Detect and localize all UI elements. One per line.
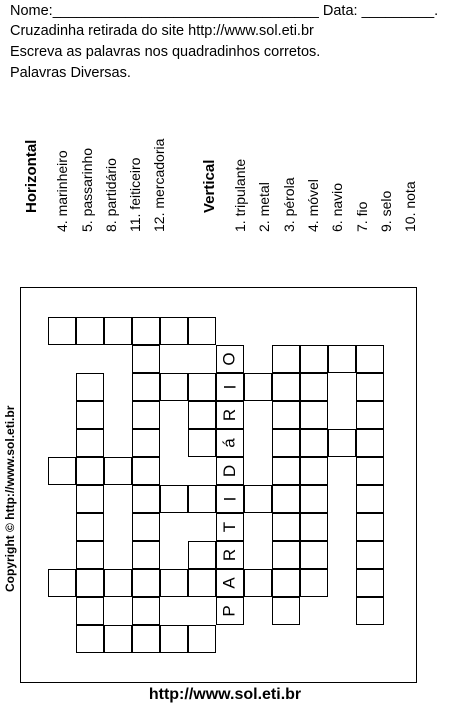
crossword-cell[interactable]: [48, 317, 76, 345]
crossword-cell[interactable]: [328, 429, 356, 457]
crossword-cell[interactable]: [188, 429, 216, 457]
crossword-cell[interactable]: [356, 485, 384, 513]
crossword-cell[interactable]: [272, 597, 300, 625]
crossword-letter-text: A: [220, 577, 239, 589]
crossword-cell[interactable]: [272, 541, 300, 569]
crossword-cell[interactable]: [356, 345, 384, 373]
crossword-cell[interactable]: [300, 429, 328, 457]
crossword-letter: [216, 373, 244, 401]
crossword-letter: [216, 485, 244, 513]
vertical-clue: 10. nota: [402, 181, 418, 232]
crossword-letter-text: R: [220, 548, 239, 562]
crossword-letter-text: á: [220, 438, 239, 448]
vertical-clue: 9. selo: [378, 190, 394, 232]
crossword-cell[interactable]: [272, 429, 300, 457]
crossword-cell[interactable]: [300, 457, 328, 485]
crossword-cell[interactable]: [76, 485, 104, 513]
vertical-title: Vertical: [201, 159, 218, 213]
horizontal-clue: 5. passarinho: [79, 147, 95, 232]
crossword-cell[interactable]: [188, 401, 216, 429]
crossword-letter: [216, 457, 244, 485]
crossword-cell[interactable]: [300, 569, 328, 597]
crossword-cell[interactable]: [132, 345, 160, 373]
horizontal-clue: 11. feiticeiro: [127, 157, 143, 232]
crossword-letter-text: I: [219, 384, 239, 390]
vertical-clue: 2. metal: [256, 182, 272, 232]
crossword-letter: [216, 597, 244, 625]
crossword-cell[interactable]: [300, 541, 328, 569]
crossword-cell[interactable]: [48, 457, 76, 485]
crossword-cell[interactable]: [132, 541, 160, 569]
crossword-cell[interactable]: [300, 345, 328, 373]
crossword-cell[interactable]: [300, 513, 328, 541]
crossword-cell[interactable]: [76, 401, 104, 429]
theme-line: Palavras Diversas.: [10, 65, 131, 81]
crossword-cell[interactable]: [356, 513, 384, 541]
crossword-letter: [216, 401, 244, 429]
crossword-cell[interactable]: [132, 625, 160, 653]
crossword-cell[interactable]: [160, 485, 188, 513]
crossword-cell[interactable]: [272, 457, 300, 485]
crossword-cell[interactable]: [188, 373, 216, 401]
vertical-clue: 7. fio: [354, 201, 370, 232]
crossword-cell[interactable]: [76, 625, 104, 653]
crossword-cell[interactable]: [272, 345, 300, 373]
crossword-cell[interactable]: [76, 597, 104, 625]
crossword-cell[interactable]: [272, 401, 300, 429]
crossword-cell[interactable]: [132, 401, 160, 429]
crossword-cell[interactable]: [356, 457, 384, 485]
crossword-letter: [216, 541, 244, 569]
date-field[interactable]: _________.: [361, 3, 439, 19]
name-date-line: [10, 2, 438, 20]
crossword-cell[interactable]: [300, 485, 328, 513]
crossword-letter-text: D: [220, 464, 239, 478]
crossword-cell[interactable]: [76, 373, 104, 401]
vertical-clue: 3. pérola: [281, 177, 297, 232]
crossword-cell[interactable]: [272, 513, 300, 541]
crossword-letter: [216, 345, 244, 373]
instruction-line: Escreva as palavras nos quadradinhos corretos.: [10, 44, 321, 60]
crossword-cell[interactable]: [328, 345, 356, 373]
crossword-cell[interactable]: [76, 569, 104, 597]
crossword-cell[interactable]: [356, 429, 384, 457]
crossword-cell[interactable]: [132, 485, 160, 513]
crossword-cell[interactable]: [132, 373, 160, 401]
crossword-cell[interactable]: [160, 625, 188, 653]
crossword-cell[interactable]: [104, 317, 132, 345]
crossword-cell[interactable]: [160, 373, 188, 401]
crossword-letter: [216, 429, 244, 457]
crossword-cell[interactable]: [188, 541, 216, 569]
crossword-cell[interactable]: [300, 401, 328, 429]
crossword-cell[interactable]: [356, 569, 384, 597]
crossword-cell[interactable]: [104, 457, 132, 485]
crossword-cell[interactable]: [132, 457, 160, 485]
date-label: Data:: [322, 3, 358, 19]
crossword-cell[interactable]: [132, 597, 160, 625]
crossword-cell[interactable]: [188, 317, 216, 345]
crossword-cell[interactable]: [160, 317, 188, 345]
crossword-cell[interactable]: [272, 485, 300, 513]
copyright-notice: Copyright © http://www.sol.eti.br: [3, 405, 17, 592]
vertical-clue: 6. navio: [329, 182, 345, 232]
crossword-cell[interactable]: [76, 429, 104, 457]
crossword-cell[interactable]: [132, 317, 160, 345]
crossword-cell[interactable]: [300, 373, 328, 401]
crossword-cell[interactable]: [132, 513, 160, 541]
vertical-clue: 1. tripulante: [232, 158, 248, 232]
name-label: Nome:: [10, 3, 53, 19]
crossword-letter-text: R: [220, 408, 239, 422]
horizontal-clue: 12. mercadoria: [151, 138, 167, 232]
crossword-cell[interactable]: [244, 569, 272, 597]
horizontal-clue: 8. partidário: [103, 158, 119, 232]
crossword-cell[interactable]: [356, 597, 384, 625]
name-field[interactable]: _________________________________: [52, 3, 319, 19]
horizontal-title: Horizontal: [23, 139, 40, 213]
crossword-cell[interactable]: [76, 513, 104, 541]
crossword-cell[interactable]: [132, 429, 160, 457]
crossword-cell[interactable]: [244, 373, 272, 401]
crossword-cell[interactable]: [76, 457, 104, 485]
crossword-cell[interactable]: [356, 541, 384, 569]
source-line: Cruzadinha retirada do site http://www.sol.eti.br: [10, 23, 314, 39]
crossword-cell[interactable]: [272, 569, 300, 597]
crossword-letter-text: I: [219, 496, 239, 502]
crossword-letter-text: O: [219, 352, 239, 366]
crossword-cell[interactable]: [356, 401, 384, 429]
crossword-letter: [216, 513, 244, 541]
crossword-cell[interactable]: [188, 625, 216, 653]
horizontal-clue: 4. marinheiro: [54, 150, 70, 232]
footer-url: http://www.sol.eti.br: [148, 686, 302, 703]
crossword-cell[interactable]: [188, 569, 216, 597]
crossword-cell[interactable]: [160, 569, 188, 597]
crossword-letter-text: T: [219, 521, 239, 533]
crossword-cell[interactable]: [104, 625, 132, 653]
crossword-letter: [216, 569, 244, 597]
crossword-cell[interactable]: [188, 485, 216, 513]
crossword-cell[interactable]: [356, 373, 384, 401]
crossword-cell[interactable]: [76, 541, 104, 569]
crossword-cell[interactable]: [132, 569, 160, 597]
crossword-cell[interactable]: [244, 485, 272, 513]
crossword-cell[interactable]: [272, 373, 300, 401]
crossword-cell[interactable]: [104, 569, 132, 597]
crossword-letter-text: P: [220, 605, 239, 617]
vertical-clue: 4. móvel: [305, 179, 321, 232]
crossword-cell[interactable]: [76, 317, 104, 345]
crossword-cell[interactable]: [48, 569, 76, 597]
